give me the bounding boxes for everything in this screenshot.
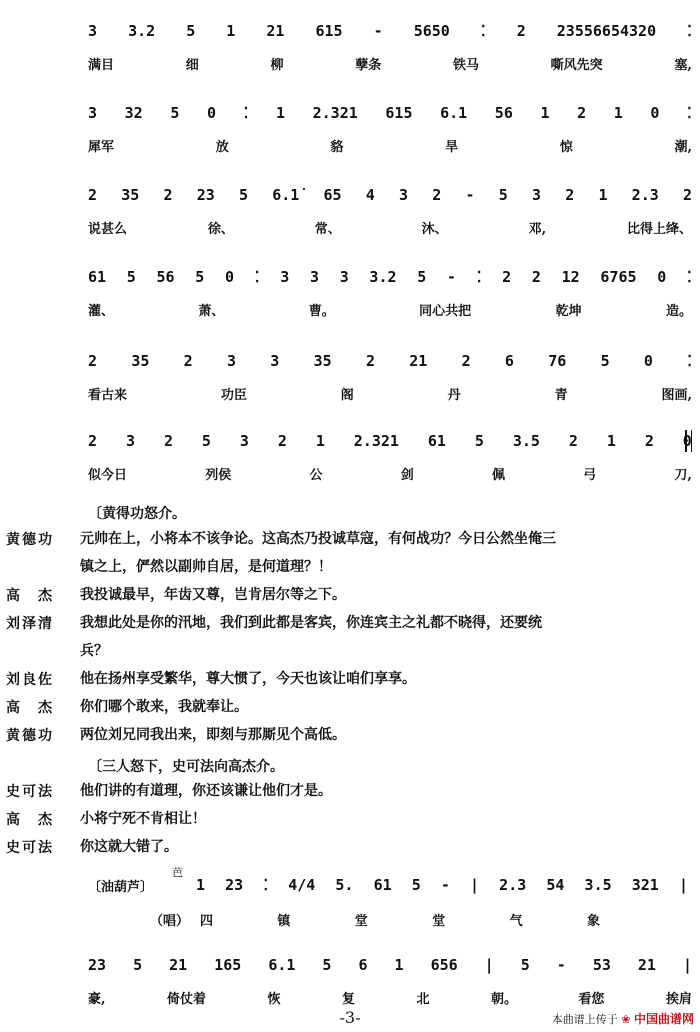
lyrics-row: 看古来 功臣 阁 丹 青 图画, (88, 388, 692, 403)
speaker-name: 史可法 (6, 784, 54, 800)
watermark-prefix: 本曲谱上传于 (551, 1013, 618, 1026)
watermark-brand[interactable]: 中国曲谱网 (633, 1012, 694, 1026)
speech-text: 元帅在上，小将本不该争论。这高杰乃投诚草寇，有何战功？今日公然坐俺三 镇之上，俨然以副帅自居，是何道理？！ (80, 531, 556, 575)
speaker-name: 刘良佐 (6, 672, 54, 688)
lyrics-row: 说甚么 徐、 常、 沐、 邓, 比得上绛、 (88, 222, 692, 237)
notation-row: 23 5 21 165 6.1 5 6 1 656 | 5 - 53 21 | (88, 956, 692, 974)
site-logo-icon: ❀ (621, 1013, 631, 1026)
speaker-name: 刘泽清 (6, 616, 54, 632)
lyrics-row: 犀军 放 貉 旱 惊 潮, (88, 140, 692, 155)
lyrics-row: 满目 细 柳 孽条 铁马 嘶风先突 塞, (88, 58, 692, 73)
speaker-name: 黄德功 (6, 532, 54, 548)
speaker-name: 史可法 (6, 840, 54, 856)
final-barline (685, 430, 692, 452)
speaker-name: 高 杰 (6, 588, 54, 604)
lyrics-row: 四 镇 堂 堂 气 象 (200, 914, 600, 929)
sung-label: （唱） (150, 914, 190, 929)
speech-text: 我想此处是你的汛地，我们到此都是客宾，你连宾主之礼都不晓得，还要统 兵？ (80, 615, 542, 659)
stage-direction: 〔黄得功怒介。 (88, 506, 186, 522)
notation-row: 2 35 2 3 3 35 2 21 2 6 76 5 0 ⁚ (88, 352, 692, 370)
notation-row: 61 5 56 5 0 ⁚ 3 3 3 3.2 5 - ⁚ 2 2 12 6765 0 ⁚ (88, 268, 692, 286)
notation-row: 3 3.2 5 1 21 615 - 5650 ⁚ 2 23556654320 ⁚ (88, 22, 692, 40)
speaker-name: 高 杰 (6, 812, 54, 828)
lyrics-row: 灌、 萧、 曹。 同心共把 乾坤 造。 (88, 304, 692, 319)
notation-row: 2 35 2 23 5 6.1̇ 65 4 3 2 - 5 3 2 1 2.3 2 (88, 186, 692, 204)
notation-row: 1 23 ⁚ 4/4 5. 61 5 - | 2.3 54 3.5 321 | (196, 876, 688, 894)
speech-text: 小将宁死不肯相让！ (80, 811, 206, 827)
notation-row: 3 32 5 0 ⁚ 1 2.321 615 6.1 56 1 2 1 0 ⁚ (88, 104, 692, 122)
site-watermark (552, 1010, 694, 1027)
lyrics-row: 豪, 倚仗着 恢 复 北 朝。 看您 挨肩 (88, 992, 692, 1007)
page-number: -3- (339, 1008, 361, 1027)
stage-direction: 〔三人怒下，史可法向高杰介。 (88, 759, 284, 775)
speech-text: 你这就大错了。 (80, 839, 178, 855)
tune-name: 〔油葫芦〕 (88, 880, 154, 895)
grace-note: 芭 (172, 866, 183, 879)
speaker-name: 高 杰 (6, 700, 54, 716)
speech-text: 两位刘兄同我出来，即刻与那厮见个高低。 (80, 727, 346, 743)
speech-text: 你们哪个敢来，我就奉让。 (80, 699, 248, 715)
speech-text: 他在扬州享受繁华，尊大惯了，今天也该让咱们享享。 (80, 671, 416, 687)
speech-text: 他们讲的有道理，你还该谦让他们才是。 (80, 783, 332, 799)
notation-row: 2 3 2 5 3 2 1 2.321 61 5 3.5 2 1 2 0 (88, 432, 692, 450)
lyrics-row: 似今日 列侯 公 剑 佩 弓 刀, (88, 468, 692, 483)
speaker-name: 黄德功 (6, 728, 54, 744)
speech-text: 我投诚最早，年齿又尊，岂肯居尔等之下。 (80, 587, 346, 603)
